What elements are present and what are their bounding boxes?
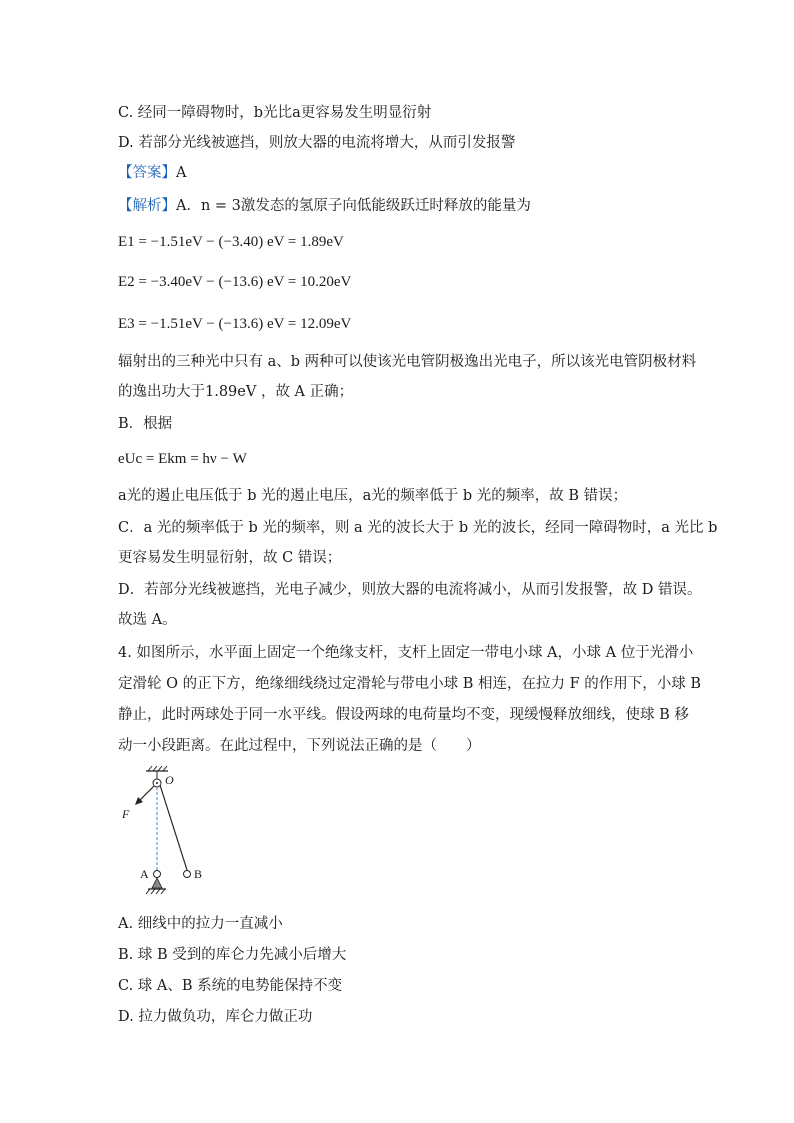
analysis-line [118,196,531,216]
para3-line1: C．a 光的频率低于 b 光的频率，则 a 光的波长大于 b 光的波长，经同一障碍物时，a 光比 b [118,520,718,536]
label-o: O [165,773,174,787]
equation-e3: E3 = −1.51eV − (−13.6) eV = 12.09eV [118,316,352,332]
ball-a [154,871,161,878]
answer-value: A [176,165,187,181]
prev-option-c: C. 经同一障碍物时，b光比a更容易发生明显衍射 [118,105,432,121]
para3-line2: 更容易发生明显衍射，故 C 错误； [118,550,342,566]
para4: D．若部分光线被遮挡，光电子减少，则放大器的电流将减小，从而引发报警，故 D 错误。 [118,582,702,598]
pulley-axle [156,782,158,784]
answer-tag: 【答案】 [118,165,176,181]
question4-line4: 动一小段距离。在此过程中，下列说法正确的是（ ） [118,738,481,754]
analysis-a-text: A．n = 3激发态的氢原子向低能级跃迁时释放的能量为 [176,198,531,214]
ground-hatch [146,889,165,894]
label-b: B [194,867,203,881]
ceiling-hatch [148,766,167,771]
para1-line2: 的逸出功大于1.89eV ，故 A 正确； [118,384,354,400]
ball-b [184,871,191,878]
option-d: D. 拉力做负功，库仑力做正功 [118,1009,313,1025]
equation-e1: E1 = −1.51eV − (−3.40) eV = 1.89eV [118,234,344,250]
equation-e2: E2 = −3.40eV − (−13.6) eV = 10.20eV [118,274,352,290]
pulley-figure [118,762,228,907]
conclusion: 故选 A。 [118,612,177,628]
question4-line2: 定滑轮 O 的正下方，绝缘细线绕过定滑轮与带电小球 B 相连，在拉力 F 的作用下，小球 B [118,676,702,692]
thread-to-b [160,785,187,870]
label-a: A [140,867,149,881]
answer-line [118,163,186,183]
question4-line1: 4. 如图所示，水平面上固定一个绝缘支杆，支杆上固定一带电小球 A，小球 A 位于光滑小 [118,645,694,661]
b-label: B．根据 [118,416,173,432]
option-b: B. 球 B 受到的库仑力先减小后增大 [118,947,347,963]
support-triangle [152,878,162,888]
option-a: A. 细线中的拉力一直减小 [118,916,283,932]
para1-line1: 辐射出的三种光中只有 a、b 两种可以使该光电管阴极逸出光电子，所以该光电管阴极材料 [118,354,697,370]
question4-line3: 静止，此时两球处于同一水平线。假设两球的电荷量均不变，现缓慢释放细线，使球 B 移 [118,707,689,723]
option-c: C. 球 A、B 系统的电势能保持不变 [118,978,343,994]
para2: a光的遏止电压低于 b 光的遏止电压，a光的频率低于 b 光的频率，故 B 错误； [118,488,628,504]
prev-option-d: D. 若部分光线被遮挡，则放大器的电流将增大，从而引发报警 [118,135,516,151]
analysis-tag: 【解析】 [118,198,176,214]
equation-photoelectric: eUc = Ekm = hν − W [118,451,247,467]
label-f: F [122,807,130,821]
